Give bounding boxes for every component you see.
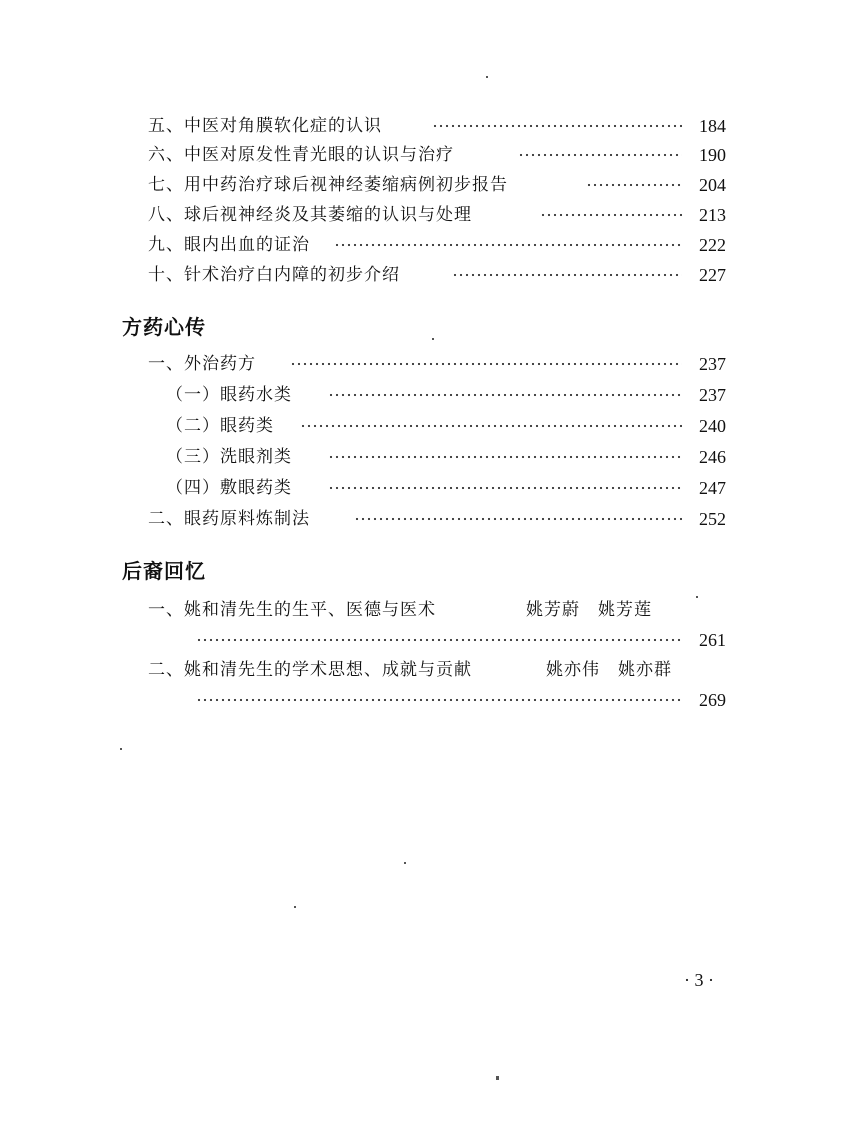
toc-entry-label: 十、针术治疗白内障的初步介绍 [148,265,400,285]
toc-entry-label: （一）眼药水类 [166,385,292,405]
toc-entry[interactable] [0,443,866,471]
toc-page-number: 204 [699,175,726,195]
leader-dots [354,517,682,521]
toc-page-number: 261 [699,630,726,650]
toc-entry-authors: 姚亦伟 姚亦群 [546,660,672,680]
leader-dots [196,638,682,642]
leader-dots [518,153,682,157]
toc-entry-line1[interactable] [0,656,866,684]
toc-entry-label: 一、姚和清先生的生平、医德与医术 [148,600,436,620]
scan-speck [696,596,698,598]
toc-entry[interactable] [0,112,866,140]
toc-page-number: 213 [699,205,726,225]
toc-page-number: 184 [699,116,726,136]
toc-entry-line2[interactable] [0,686,866,714]
toc-entry[interactable] [0,505,866,533]
toc-entry[interactable] [0,350,866,378]
toc-entry[interactable] [0,412,866,440]
toc-entry[interactable] [0,231,866,259]
leader-dots [328,486,682,490]
toc-page-number: 190 [699,145,726,165]
toc-page-number: 227 [699,265,726,285]
leader-dots [328,455,682,459]
toc-page-number: 237 [699,354,726,374]
toc-entry-label: 七、用中药治疗球后视神经萎缩病例初步报告 [148,175,508,195]
toc-entry-line2[interactable] [0,626,866,654]
toc-entry-label: （四）敷眼药类 [166,478,292,498]
scan-speck [432,338,434,340]
toc-entry[interactable] [0,171,866,199]
scan-speck [486,76,488,78]
toc-entry-label: 九、眼内出血的证治 [148,235,310,255]
toc-page-number: 222 [699,235,726,255]
toc-page-number: 269 [699,690,726,710]
scan-speck [294,906,296,908]
toc-entry-label: 二、姚和清先生的学术思想、成就与贡献 [148,660,472,680]
leader-dots [300,424,682,428]
section-heading: 方药心传 [122,315,206,339]
scan-speck [404,862,406,864]
leader-dots [540,213,682,217]
toc-entry-label: 五、中医对角膜软化症的认识 [148,116,382,136]
toc-page-number: 240 [699,416,726,436]
toc-entry-authors: 姚芳蔚 姚芳莲 [526,600,652,620]
leader-dots [328,393,682,397]
toc-page-number: 237 [699,385,726,405]
toc-entry[interactable] [0,201,866,229]
toc-entry[interactable] [0,261,866,289]
leader-dots [452,273,682,277]
leader-dots [432,124,682,128]
toc-entry-label: 八、球后视神经炎及其萎缩的认识与处理 [148,205,472,225]
section-heading: 后裔回忆 [122,559,206,583]
page-number-footer: · 3 · [684,970,714,990]
toc-entry[interactable] [0,141,866,169]
toc-entry-label: （二）眼药类 [166,416,274,436]
toc-entry[interactable] [0,381,866,409]
toc-entry[interactable] [0,474,866,502]
toc-entry-label: 六、中医对原发性青光眼的认识与治疗 [148,145,454,165]
leader-dots [586,183,682,187]
leader-dots [196,698,682,702]
toc-entry-label: 二、眼药原料炼制法 [148,509,310,529]
scan-speck [496,1076,499,1080]
toc-entry-label: 一、外治药方 [148,354,256,374]
toc-page-number: 247 [699,478,726,498]
toc-entry-label: （三）洗眼剂类 [166,447,292,467]
toc-entry-line1[interactable] [0,596,866,624]
scan-speck [120,748,122,750]
leader-dots [334,243,682,247]
toc-page-number: 252 [699,509,726,529]
leader-dots [290,362,682,366]
toc-page-number: 246 [699,447,726,467]
